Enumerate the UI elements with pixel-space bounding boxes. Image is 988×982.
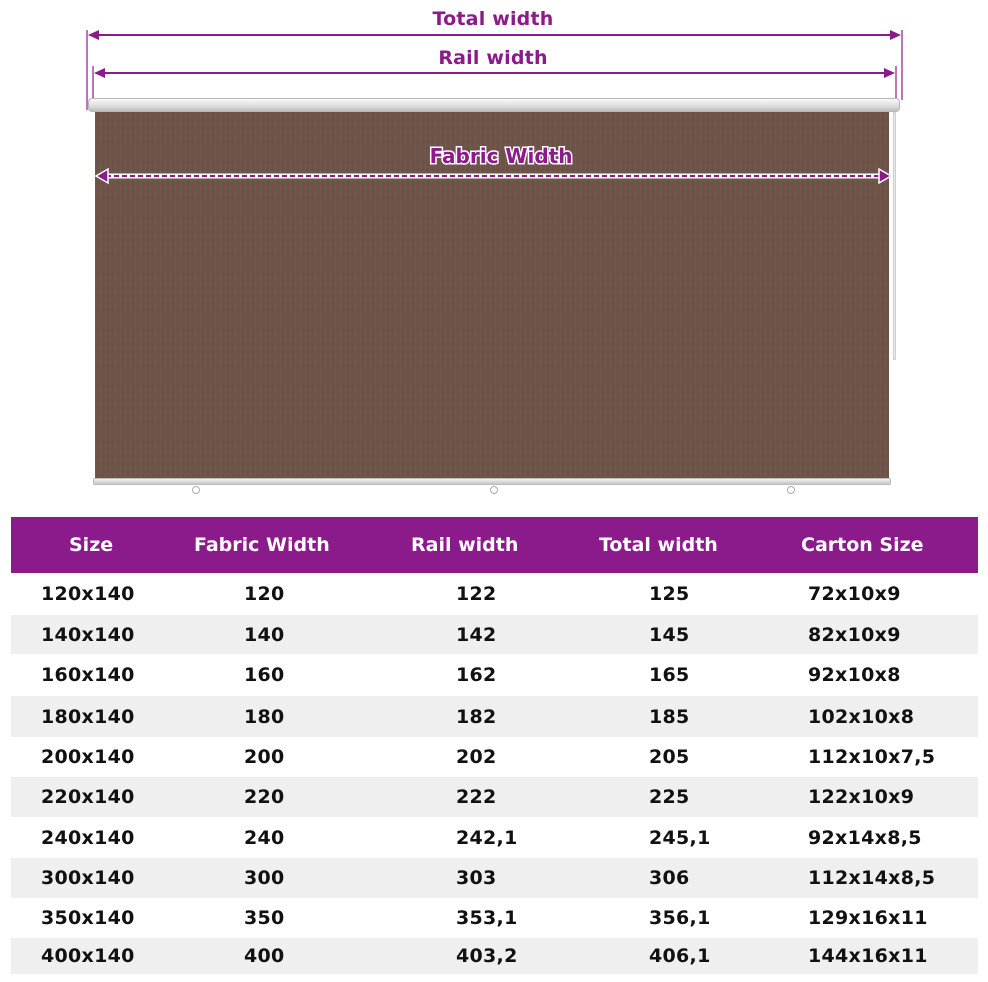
table-row	[11, 858, 978, 898]
cell-rail-width: 182	[456, 705, 497, 728]
cell-size: 350x140	[41, 907, 135, 929]
table-row	[11, 938, 978, 974]
cell-carton-size: 112x10x7,5	[808, 746, 936, 768]
bottom-ring	[192, 486, 200, 494]
cell-total-width: 356,1	[649, 907, 711, 929]
table-header-row	[11, 517, 978, 573]
cell-fabric-width: 160	[244, 664, 285, 686]
header-size: Size	[69, 534, 114, 556]
rail-width-label: Rail width	[438, 47, 548, 69]
size-table	[11, 517, 978, 974]
cell-rail-width: 202	[456, 746, 497, 768]
cell-fabric-width: 220	[244, 786, 285, 808]
bottom-ring	[490, 486, 498, 494]
cell-rail-width: 222	[456, 786, 497, 808]
table-row	[11, 615, 978, 654]
cell-rail-width: 142	[456, 623, 497, 646]
pull-cord	[893, 112, 896, 360]
cell-size: 200x140	[41, 746, 135, 768]
table-row	[11, 898, 978, 938]
total-width-label: Total width	[432, 8, 554, 30]
cell-total-width: 125	[649, 583, 690, 605]
cell-size: 240x140	[41, 826, 135, 849]
cell-rail-width: 242,1	[456, 826, 518, 849]
cell-rail-width: 403,2	[456, 945, 518, 967]
bottom-ring	[787, 486, 795, 494]
table-body	[11, 573, 978, 974]
header-fabric-width: Fabric Width	[194, 534, 330, 556]
cell-size: 120x140	[41, 583, 135, 605]
cell-carton-size: 92x10x8	[808, 664, 901, 686]
cell-size: 180x140	[41, 705, 135, 728]
cell-carton-size: 129x16x11	[808, 907, 928, 929]
cell-fabric-width: 400	[244, 945, 285, 967]
cell-total-width: 245,1	[649, 826, 711, 849]
cell-fabric-width: 240	[244, 826, 285, 849]
header-carton-size: Carton Size	[801, 534, 924, 556]
cell-carton-size: 144x16x11	[808, 945, 928, 967]
cell-size: 220x140	[41, 786, 135, 808]
cell-total-width: 165	[649, 664, 690, 686]
cell-rail-width: 162	[456, 664, 497, 686]
cell-total-width: 185	[649, 705, 690, 728]
cell-fabric-width: 350	[244, 907, 285, 929]
cell-rail-width: 122	[456, 583, 497, 605]
cell-fabric-width: 200	[244, 746, 285, 768]
cell-rail-width: 353,1	[456, 907, 518, 929]
headrail	[88, 98, 900, 112]
cell-total-width: 225	[649, 786, 690, 808]
table-row	[11, 777, 978, 817]
cell-total-width: 406,1	[649, 945, 711, 967]
cell-total-width: 145	[649, 623, 690, 646]
header-total-width: Total width	[599, 534, 718, 556]
cell-fabric-width: 120	[244, 583, 285, 605]
cell-carton-size: 92x14x8,5	[808, 826, 922, 849]
table-row	[11, 654, 978, 696]
cell-carton-size: 82x10x9	[808, 623, 901, 646]
cell-size: 140x140	[41, 623, 135, 646]
cell-size: 300x140	[41, 867, 135, 889]
cell-fabric-width: 140	[244, 623, 285, 646]
cell-carton-size: 72x10x9	[808, 583, 901, 605]
cell-fabric-width: 300	[244, 867, 285, 889]
table-row	[11, 817, 978, 858]
cell-size: 400x140	[41, 945, 135, 967]
cell-carton-size: 112x14x8,5	[808, 867, 936, 889]
cell-carton-size: 102x10x8	[808, 705, 915, 728]
table-row	[11, 737, 978, 777]
cell-size: 160x140	[41, 664, 135, 686]
cell-total-width: 306	[649, 867, 690, 889]
cell-fabric-width: 180	[244, 705, 285, 728]
header-rail-width: Rail width	[411, 534, 519, 556]
cell-total-width: 205	[649, 746, 690, 768]
table-row	[11, 696, 978, 737]
bottom-bar	[93, 478, 891, 485]
cell-carton-size: 122x10x9	[808, 786, 915, 808]
fabric-width-label: Fabric Width	[429, 144, 573, 168]
table-row	[11, 573, 978, 615]
cell-rail-width: 303	[456, 867, 497, 889]
